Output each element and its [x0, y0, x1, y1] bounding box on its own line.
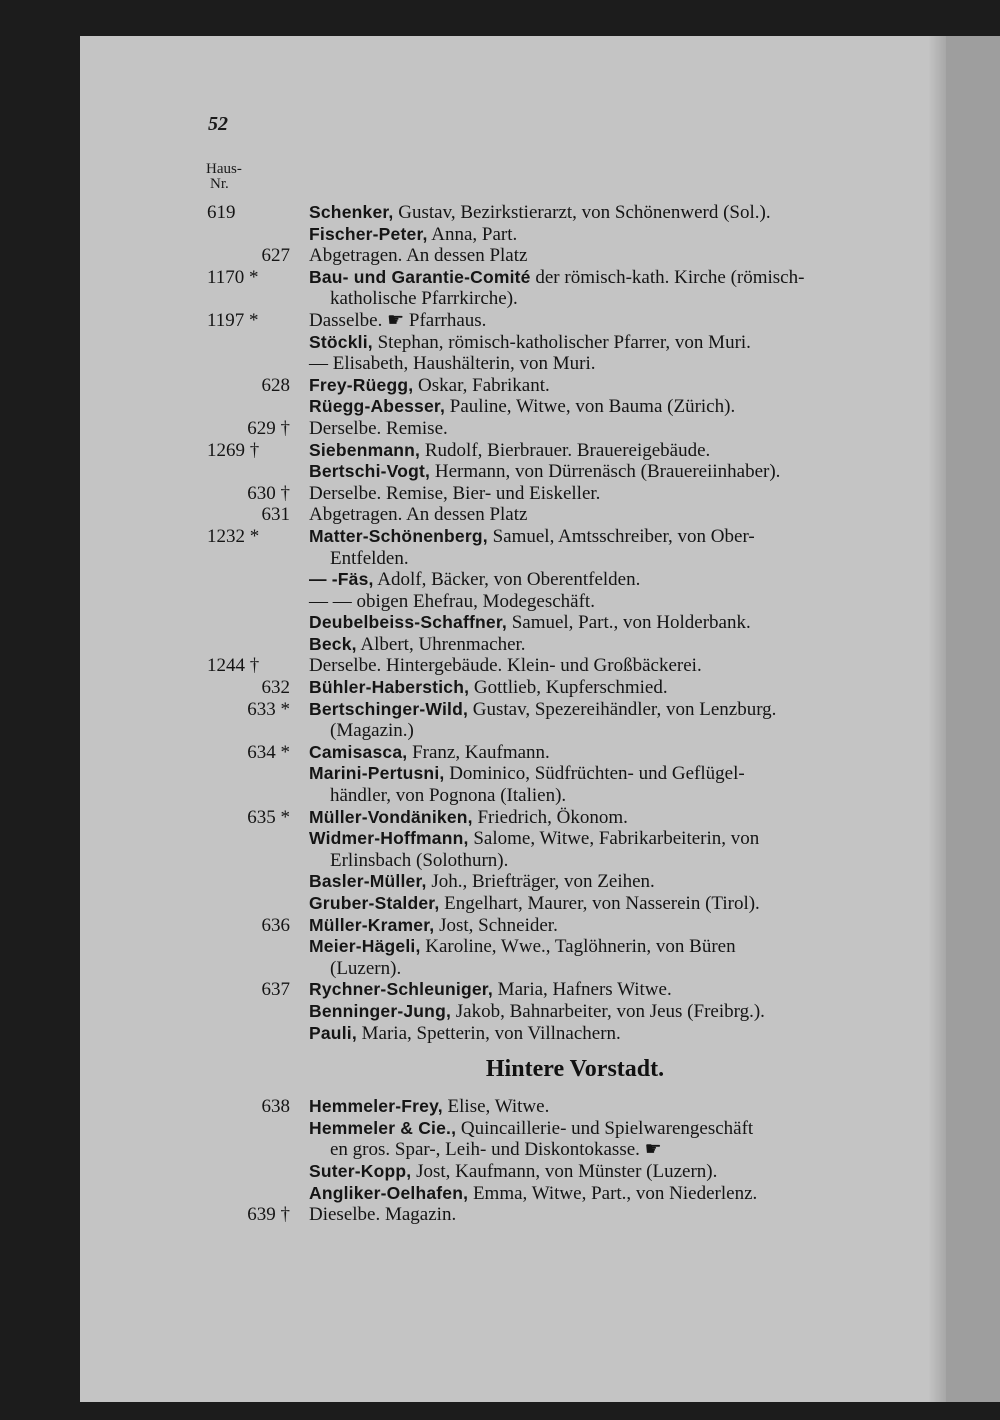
entry-details: Franz, Kaufmann. — [407, 741, 550, 763]
entry-details: Abgetragen. An dessen Platz — [309, 245, 528, 267]
entry-text — [330, 785, 566, 807]
directory-entry — [0, 1001, 1000, 1023]
house-number: 637 — [261, 979, 290, 1001]
house-number: 619 — [207, 202, 236, 223]
resident-name: Müller-Vondäniken, — [309, 806, 473, 827]
house-number: 636 — [261, 914, 290, 936]
directory-entry — [0, 418, 1000, 440]
entry-text — [309, 483, 600, 505]
entry-details: Abgetragen. An dessen Platz — [309, 504, 528, 526]
entry-text — [330, 548, 409, 570]
entry-details: Rudolf, Bierbrauer. Brauereigebäude. — [420, 439, 711, 461]
resident-name: Siebenmann, — [309, 439, 421, 460]
entry-text — [309, 677, 668, 699]
house-number-column-header — [206, 162, 242, 192]
directory-entry — [0, 1096, 1000, 1118]
entry-details: — — obigen Ehefrau, Modegeschäft. — [309, 590, 595, 612]
directory-entry — [0, 245, 1000, 267]
entry-text — [309, 807, 628, 829]
house-number: 638 — [261, 1096, 290, 1118]
house-number: 633 * — [247, 698, 290, 720]
directory-entry — [0, 1204, 1000, 1226]
resident-name: Meier-Hägeli, — [309, 936, 421, 957]
directory-entry — [0, 915, 1000, 937]
entry-text — [330, 850, 508, 872]
entry-details: Entfelden. — [330, 547, 409, 569]
directory-entry — [0, 958, 1000, 980]
entry-details: Anna, Part. — [427, 223, 518, 245]
directory-entry — [0, 742, 1000, 764]
entry-details: Hermann, von Dürrenäsch (Brauereiinhaber). — [430, 461, 781, 483]
directory-entry — [0, 720, 1000, 742]
entry-details: der römisch-kath. Kirche (römisch- — [530, 266, 805, 288]
directory-entry — [0, 655, 1000, 677]
entry-details: Samuel, Amtsschreiber, von Ober- — [487, 525, 755, 547]
directory-entry — [0, 936, 1000, 958]
resident-name: Fischer-Peter, — [309, 223, 428, 244]
directory-entry — [0, 871, 1000, 893]
entry-details: Emma, Witwe, Part., von Niederlenz. — [468, 1182, 758, 1204]
entry-details: Karoline, Wwe., Taglöhnerin, von Büren — [420, 936, 736, 958]
directory-entry — [0, 504, 1000, 526]
entry-text — [309, 202, 771, 224]
directory-entry — [0, 699, 1000, 721]
directory-entry — [0, 396, 1000, 418]
entry-text — [309, 634, 526, 656]
entry-details: Jost, Schneider. — [434, 914, 558, 936]
entry-details: Dieselbe. Magazin. — [309, 1204, 457, 1226]
directory-entry — [0, 526, 1000, 548]
entry-details: Elise, Witwe. — [442, 1096, 550, 1118]
entry-text — [309, 418, 448, 440]
directory-entry — [0, 785, 1000, 807]
house-number: 1232 * — [207, 525, 260, 547]
directory-entry — [0, 591, 1000, 613]
entry-text — [309, 1001, 765, 1023]
entry-details: Salome, Witwe, Fabrikarbeiterin, von — [468, 828, 760, 850]
house-number: 629 † — [247, 417, 290, 439]
resident-name: Gruber-Stalder, — [309, 893, 440, 913]
directory-entry — [0, 483, 1000, 505]
entry-text — [309, 591, 595, 613]
section-title: Hintere Vorstadt. — [485, 1056, 665, 1083]
directory-entry — [0, 288, 1000, 310]
entry-details: Dasselbe. ☛ Pfarrhaus. — [309, 309, 487, 331]
resident-name: Schenker, — [309, 202, 394, 222]
resident-name: Bau- und Garantie-Comité — [309, 266, 531, 287]
directory-entry — [0, 763, 1000, 785]
directory-entry — [0, 893, 1000, 915]
directory-entry — [0, 332, 1000, 354]
entry-details: Pauline, Witwe, von Bauma (Zürich). — [445, 396, 736, 418]
entry-text — [309, 375, 550, 397]
directory-entry — [0, 353, 1000, 375]
directory-entry — [0, 1161, 1000, 1183]
resident-name: Camisasca, — [309, 741, 408, 762]
section-heading-row — [0, 1044, 1000, 1096]
directory-entry — [0, 310, 1000, 332]
entry-text — [309, 612, 751, 634]
resident-name: Matter-Schönenberg, — [309, 525, 488, 546]
resident-name: Rüegg-Abesser, — [309, 396, 446, 417]
resident-name: Rychner-Schleuniger, — [309, 979, 493, 1000]
entry-text — [309, 1118, 753, 1140]
entry-details: Samuel, Part., von Holderbank. — [506, 612, 751, 634]
page-number: 52 — [208, 113, 228, 135]
directory-entry — [0, 202, 1000, 224]
entry-details: Dominico, Südfrüchten- und Geflügel- — [444, 763, 745, 785]
house-number: 632 — [261, 677, 290, 699]
house-number: 639 † — [247, 1204, 290, 1226]
entry-text — [309, 504, 527, 526]
resident-name: Bühler-Haberstich, — [309, 677, 470, 698]
house-number: 1244 † — [207, 655, 260, 677]
directory-entry — [0, 440, 1000, 462]
directory-entry — [0, 634, 1000, 656]
entry-details: (Magazin.) — [330, 720, 414, 742]
resident-name: Stöckli, — [309, 331, 373, 352]
entry-details: en gros. Spar-, Leih- und Diskontokasse. ☛ — [330, 1139, 662, 1161]
entry-details: Maria, Hafners Witwe. — [492, 979, 672, 1001]
resident-name: Marini-Pertusni, — [309, 763, 445, 784]
directory-entry — [0, 979, 1000, 1001]
entry-details: Jost, Kaufmann, von Münster (Luzern). — [411, 1160, 718, 1182]
house-number: 1197 * — [207, 309, 259, 331]
house-number: 627 — [261, 245, 290, 267]
entry-details: Engelhart, Maurer, von Nasserein (Tirol). — [439, 893, 760, 914]
entry-details: Erlinsbach (Solothurn). — [330, 849, 509, 871]
entry-details: händler, von Pognona (Italien). — [330, 785, 567, 807]
entry-text — [309, 699, 776, 721]
resident-name: Hemmeler & Cie., — [309, 1117, 457, 1138]
entry-details: Joh., Briefträger, von Zeihen. — [426, 871, 655, 893]
directory-listing — [0, 202, 1000, 1226]
entry-details: Gottlieb, Kupferschmied. — [469, 677, 668, 699]
resident-name: Müller-Kramer, — [309, 914, 435, 935]
directory-entry — [0, 267, 1000, 289]
entry-details: Derselbe. Remise. — [309, 417, 448, 439]
entry-text — [309, 396, 735, 418]
entry-details: — Elisabeth, Haushälterin, von Muri. — [309, 353, 596, 375]
entry-details: Quincaillerie- und Spielwarengeschäft — [456, 1117, 754, 1139]
entry-text — [309, 828, 759, 850]
resident-name: Bertschinger-Wild, — [309, 698, 469, 719]
entry-details: Oskar, Fabrikant. — [413, 374, 550, 396]
directory-entry — [0, 828, 1000, 850]
directory-entry — [0, 461, 1000, 483]
entry-text — [309, 224, 517, 246]
entry-text — [309, 353, 596, 375]
entry-text — [309, 569, 640, 591]
entry-details: Derselbe. Hintergebäude. Klein- und Großbäckerei. — [309, 655, 702, 677]
entry-details: Gustav, Spezereihändler, von Lenzburg. — [468, 698, 777, 720]
resident-name: Hemmeler-Frey, — [309, 1096, 443, 1117]
entry-text — [330, 1139, 662, 1161]
entry-text — [309, 440, 710, 462]
entry-text — [309, 936, 736, 958]
house-number: 1170 * — [207, 266, 259, 288]
entry-text — [309, 245, 527, 267]
resident-name: Beck, — [309, 633, 357, 654]
resident-name: Frey-Rüegg, — [309, 374, 414, 395]
entry-details: katholische Pfarrkirche). — [330, 288, 518, 310]
entry-text — [309, 526, 755, 548]
entry-details: Maria, Spetterin, von Villnachern. — [356, 1022, 621, 1044]
entry-text — [309, 1183, 757, 1205]
entry-details: Derselbe. Remise, Bier- und Eiskeller. — [309, 482, 601, 504]
entry-text — [309, 655, 702, 677]
house-number: 628 — [261, 374, 290, 396]
directory-entry — [0, 548, 1000, 570]
resident-name: Pauli, — [309, 1022, 357, 1043]
entry-text — [309, 871, 655, 893]
entry-details: Adolf, Bäcker, von Oberentfelden. — [373, 569, 641, 591]
entry-text — [309, 461, 780, 483]
entry-text — [309, 763, 745, 785]
entry-details: (Luzern). — [330, 957, 402, 979]
directory-entry — [0, 807, 1000, 829]
resident-name: Benninger-Jung, — [309, 1000, 452, 1021]
entry-text — [309, 742, 550, 764]
house-number: 1269 † — [207, 439, 260, 461]
resident-name: Basler-Müller, — [309, 871, 427, 892]
resident-name: Angliker-Oelhafen, — [309, 1182, 469, 1203]
entry-text — [309, 332, 751, 354]
directory-entry — [0, 677, 1000, 699]
entry-text — [309, 1204, 456, 1226]
column-header-line2: Nr. — [210, 176, 229, 192]
entry-text — [309, 1023, 621, 1045]
entry-text — [309, 893, 760, 915]
entry-text — [309, 915, 558, 937]
entry-details: Friedrich, Ökonom. — [472, 806, 628, 828]
directory-entry — [0, 1139, 1000, 1161]
entry-text — [309, 979, 672, 1001]
resident-name: Widmer-Hoffmann, — [309, 828, 469, 849]
resident-name: — -Fäs, — [309, 569, 374, 590]
directory-entry — [0, 1183, 1000, 1205]
entry-details: Albert, Uhrenmacher. — [356, 633, 526, 655]
directory-entry — [0, 850, 1000, 872]
directory-entry — [0, 224, 1000, 246]
directory-entry — [0, 612, 1000, 634]
house-number: 635 * — [247, 806, 290, 828]
house-number: 631 — [261, 504, 290, 526]
directory-entry — [0, 375, 1000, 397]
directory-entry — [0, 1118, 1000, 1140]
resident-name: Suter-Kopp, — [309, 1160, 412, 1181]
entry-details: Jakob, Bahnarbeiter, von Jeus (Freibrg.). — [451, 1000, 765, 1022]
entry-text — [330, 958, 401, 980]
column-header-line1: Haus- — [206, 161, 242, 177]
entry-text — [330, 288, 518, 310]
house-number: 634 * — [247, 741, 290, 763]
directory-entry — [0, 569, 1000, 591]
house-number: 630 † — [247, 482, 290, 504]
entry-details: Gustav, Bezirkstierarzt, von Schönenwerd (Sol.). — [393, 202, 771, 223]
entry-text — [309, 267, 804, 289]
entry-text — [309, 310, 486, 332]
resident-name: Deubelbeiss-Schaffner, — [309, 612, 507, 633]
entry-text — [309, 1161, 717, 1183]
resident-name: Bertschi-Vogt, — [309, 461, 431, 482]
entry-text — [309, 1096, 549, 1118]
entry-details: Stephan, römisch-katholischer Pfarrer, von Muri. — [372, 331, 751, 353]
entry-text — [330, 720, 414, 742]
directory-entry — [0, 1023, 1000, 1045]
